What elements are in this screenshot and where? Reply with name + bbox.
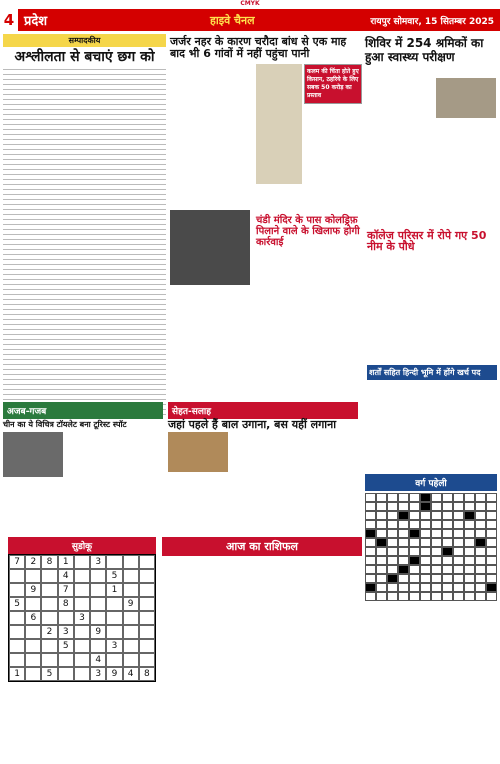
sudoku-cell [41,639,57,653]
sudoku-cell [74,667,90,681]
crossword-cell [442,538,453,547]
sudoku-cell [41,597,57,611]
crossword-cell [475,502,486,511]
crossword-cell [453,538,464,547]
crossword-cell [475,529,486,538]
crossword-cell [398,565,409,574]
crossword-cell [420,565,431,574]
crossword-cell [442,493,453,502]
crossword-cell [387,565,398,574]
sudoku-cell [74,569,90,583]
crossword-cell [409,565,420,574]
crossword-cell [387,574,398,583]
crossword-cell [442,565,453,574]
crossword-cell [365,493,376,502]
strip-sehat-label: सेहत-सलाह [168,402,358,419]
crossword-cell [464,592,475,601]
crossword-cell [431,529,442,538]
crossword-cell [431,583,442,592]
crossword-cell [409,574,420,583]
crossword-cell [442,511,453,520]
rashifal-label: आज का राशिफल [162,537,362,556]
crossword-cell [486,583,497,592]
crossword-cell [420,547,431,556]
crossword [365,474,497,601]
crossword-cell [453,520,464,529]
sudoku-cell [139,639,155,653]
crossword-cell [464,511,475,520]
crossword-cell [398,547,409,556]
right-headline: शिविर में 254 श्रमिकों का हुआ स्वास्थ्य परीक्षण [365,36,484,64]
bhumi-headline: शर्तों सहित हिन्दी भूमि में होंगे खर्च पद [367,365,497,380]
sudoku-cell [25,597,41,611]
crossword-cell [464,502,475,511]
crossword-cell [431,592,442,601]
crossword-cell [431,511,442,520]
crossword-cell [376,529,387,538]
sudoku-cell: 9 [90,625,106,639]
rashifal [162,537,362,556]
sudoku-cell [123,653,139,667]
crossword-cell [409,511,420,520]
crossword-cell [420,502,431,511]
sudoku-cell: 6 [25,611,41,625]
crossword-cell [365,511,376,520]
crossword-cell [376,583,387,592]
crossword-cell [409,502,420,511]
sudoku-cell [9,569,25,583]
crossword-cell [464,574,475,583]
strip-ajab-headline: चीन का ये विचित्र टॉयलेट बना टूरिस्ट स्पॉट [3,420,127,429]
crossword-cell [376,574,387,583]
crossword-cell [464,547,475,556]
crossword-cell [486,493,497,502]
sudoku-cell: 8 [139,667,155,681]
sudoku-cell: 8 [58,597,74,611]
camp-photo [436,78,496,118]
sudoku-cell: 8 [41,555,57,569]
crossword-cell [387,592,398,601]
crossword-cell [486,511,497,520]
crossword-cell [475,583,486,592]
sudoku-cell [139,583,155,597]
sudoku-cell: 3 [90,667,106,681]
crossword-cell [420,529,431,538]
crossword-cell [431,574,442,583]
sudoku-cell [123,555,139,569]
sudoku-cell: 5 [9,597,25,611]
crossword-cell [409,547,420,556]
sudoku-cell [58,653,74,667]
sudoku-cell [74,653,90,667]
crossword-cell [387,511,398,520]
crossword-cell [420,556,431,565]
sudoku-cell [25,667,41,681]
sudoku-cell: 7 [58,583,74,597]
crossword-cell [398,574,409,583]
crossword-cell [453,583,464,592]
crossword-cell [464,520,475,529]
story-photo [256,64,302,184]
sudoku-cell: 3 [74,611,90,625]
crossword-cell [464,556,475,565]
crossword-cell [398,529,409,538]
sudoku-cell [25,653,41,667]
sudoku-cell [41,583,57,597]
crossword-cell [365,556,376,565]
crossword-cell [475,511,486,520]
crossword-cell [398,502,409,511]
hair-photo [168,432,228,472]
crossword-cell [475,538,486,547]
sudoku-cell [90,639,106,653]
sudoku-cell: 4 [58,569,74,583]
crossword-cell [431,520,442,529]
crossword-cell [464,529,475,538]
sudoku-cell [25,625,41,639]
sudoku-cell [106,653,122,667]
crossword-cell [409,538,420,547]
crossword-cell [387,583,398,592]
crossword-cell [486,556,497,565]
crossword-cell [409,529,420,538]
sudoku-cell [41,611,57,625]
sudoku-cell: 7 [9,555,25,569]
crossword-cell [398,493,409,502]
crossword-cell [453,574,464,583]
crossword-cell [376,502,387,511]
crossword-cell [376,520,387,529]
sudoku-cell [74,625,90,639]
sudoku-cell [74,597,90,611]
sudoku-cell: 4 [90,653,106,667]
crossword-cell [442,529,453,538]
sudoku-cell [90,569,106,583]
sudoku-cell [123,569,139,583]
sudoku-cell: 9 [25,583,41,597]
sudoku-cell [9,639,25,653]
crossword-cell [486,547,497,556]
crossword-cell [409,493,420,502]
crossword-cell [442,520,453,529]
crossword-cell [387,529,398,538]
strip-ajab [3,402,163,477]
sudoku-cell [123,639,139,653]
crossword-cell [376,556,387,565]
college-headline: कॉलेज परिसर में रोपे गए 50 नीम के पौधे [367,229,487,253]
crossword-cell [431,556,442,565]
sudoku-cell [58,611,74,625]
toilet-photo [3,432,63,477]
sudoku-cell [9,625,25,639]
strip-ajab-label: अजब-गजब [3,402,163,419]
sudoku-cell: 1 [9,667,25,681]
crossword-cell [442,547,453,556]
crossword-cell [398,583,409,592]
crossword-cell [475,556,486,565]
crossword-cell [398,538,409,547]
crossword-cell [453,556,464,565]
crossword-cell [475,547,486,556]
crossword-cell [365,565,376,574]
crossword-cell [486,565,497,574]
crossword-cell [387,502,398,511]
crossword-cell [365,592,376,601]
sudoku-cell: 3 [90,555,106,569]
sudoku-cell [25,569,41,583]
crossword-cell [475,592,486,601]
crossword-cell [387,547,398,556]
editorial-title: अश्लीलता से बचाएं छग को [14,49,155,65]
crossword-cell [442,556,453,565]
temple-headline: चंडी मंदिर के पास कोलड्रिफ़ पिलाने वाले के खिलाफ होगी कार्रवाई [256,215,360,248]
crossword-cell [453,511,464,520]
editorial-label: सम्पादकीय [3,34,166,47]
crossword-cell [376,565,387,574]
crossword-cell [486,520,497,529]
main-headline: जर्जर नहर के कारण चरौदा बांध से एक माह बाद भी 6 गांवों में नहीं पहुंचा पानी [170,35,347,60]
channel-name: हाइवे चैनल [210,13,255,27]
crossword-cell [365,502,376,511]
brand-mark: CMYK [240,0,260,7]
crossword-cell [453,592,464,601]
crossword-cell [376,493,387,502]
crossword-cell [365,547,376,556]
sudoku-cell: 9 [123,597,139,611]
crossword-cell [453,502,464,511]
crossword-cell [431,547,442,556]
sudoku-cell [106,555,122,569]
sudoku-cell [139,611,155,625]
sudoku-cell [139,653,155,667]
crossword-cell [376,511,387,520]
crossword-cell [365,520,376,529]
sudoku-cell [139,625,155,639]
sudoku-cell: 1 [106,583,122,597]
sudoku-cell: 5 [106,569,122,583]
sudoku-cell: 2 [41,625,57,639]
sudoku-cell [74,583,90,597]
crossword-cell [464,538,475,547]
sudoku-cell: 9 [106,667,122,681]
crossword-cell [376,538,387,547]
sudoku-cell [123,625,139,639]
sudoku-cell [74,555,90,569]
sudoku-cell: 3 [58,625,74,639]
sudoku-cell [9,653,25,667]
crossword-cell [420,592,431,601]
crossword-cell [409,583,420,592]
crossword-cell [475,565,486,574]
crossword-cell [398,520,409,529]
crossword-cell [475,493,486,502]
sudoku-cell: 4 [123,667,139,681]
crossword-cell [376,592,387,601]
crossword-cell [387,556,398,565]
crossword-cell [387,493,398,502]
crossword-cell [442,502,453,511]
sudoku [8,537,156,682]
sudoku-cell: 2 [25,555,41,569]
crossword-cell [398,592,409,601]
crossword-cell [486,502,497,511]
sudoku-cell [123,611,139,625]
strip-sehat-headline: जहां पहले हैं बाल उगाना, बस यहीं लगाना [168,418,337,431]
crossword-cell [431,502,442,511]
sudoku-cell [139,569,155,583]
crossword-cell [464,565,475,574]
sudoku-cell: 1 [58,555,74,569]
sudoku-cell: 3 [106,639,122,653]
crossword-cell [486,574,497,583]
crossword-cell [453,565,464,574]
sudoku-label: सुडोकू [8,537,156,554]
crossword-cell [398,511,409,520]
crossword-cell [442,574,453,583]
crossword-cell [420,520,431,529]
sudoku-grid [8,554,156,682]
crossword-cell [365,529,376,538]
page-number: 4 [0,9,18,31]
page-header [0,9,500,31]
crossword-cell [431,493,442,502]
editorial-body [3,65,166,415]
crossword-cell [398,556,409,565]
sudoku-cell [9,583,25,597]
sudoku-cell [139,597,155,611]
sudoku-cell: 5 [41,667,57,681]
sudoku-cell [123,583,139,597]
editorial-column [3,34,166,415]
sidebar-box: कलम की चिंता होते हुए किसान, ठहरिये के लिए सबक 50 करोड़ का प्रस्ताव [304,64,362,104]
sudoku-cell [41,653,57,667]
crossword-cell [420,511,431,520]
crossword-cell [420,493,431,502]
crossword-cell [376,547,387,556]
crossword-cell [464,583,475,592]
crossword-cell [409,520,420,529]
crossword-cell [387,538,398,547]
crossword-cell [453,529,464,538]
city-date: रायपुर सोमवार, 15 सितम्बर 2025 [370,16,494,27]
crossword-cell [475,520,486,529]
sudoku-cell [25,639,41,653]
crossword-cell [453,547,464,556]
crossword-cell [365,538,376,547]
sudoku-cell [90,597,106,611]
crossword-cell [453,493,464,502]
crossword-cell [464,493,475,502]
crossword-cell [442,592,453,601]
sudoku-cell [90,611,106,625]
bear-photo [170,210,250,285]
crossword-cell [486,538,497,547]
crossword-label: वर्ग पहेली [365,474,497,491]
crossword-cell [486,592,497,601]
crossword-cell [431,538,442,547]
crossword-cell [365,574,376,583]
crossword-cell [420,538,431,547]
sudoku-cell [41,569,57,583]
strip-sehat [168,402,358,472]
sudoku-cell: 5 [58,639,74,653]
crossword-cell [486,529,497,538]
sudoku-cell [106,597,122,611]
crossword-cell [475,574,486,583]
crossword-cell [409,556,420,565]
crossword-cell [442,583,453,592]
crossword-cell [420,574,431,583]
crossword-cell [431,565,442,574]
sudoku-cell [139,555,155,569]
sudoku-cell [106,625,122,639]
sudoku-cell [90,583,106,597]
sudoku-cell [58,667,74,681]
sudoku-cell [106,611,122,625]
crossword-grid [365,493,497,601]
section-title: प्रदेश [24,14,48,29]
crossword-cell [365,583,376,592]
sudoku-cell [74,639,90,653]
crossword-cell [420,583,431,592]
sudoku-cell [9,611,25,625]
crossword-cell [409,592,420,601]
crossword-cell [387,520,398,529]
